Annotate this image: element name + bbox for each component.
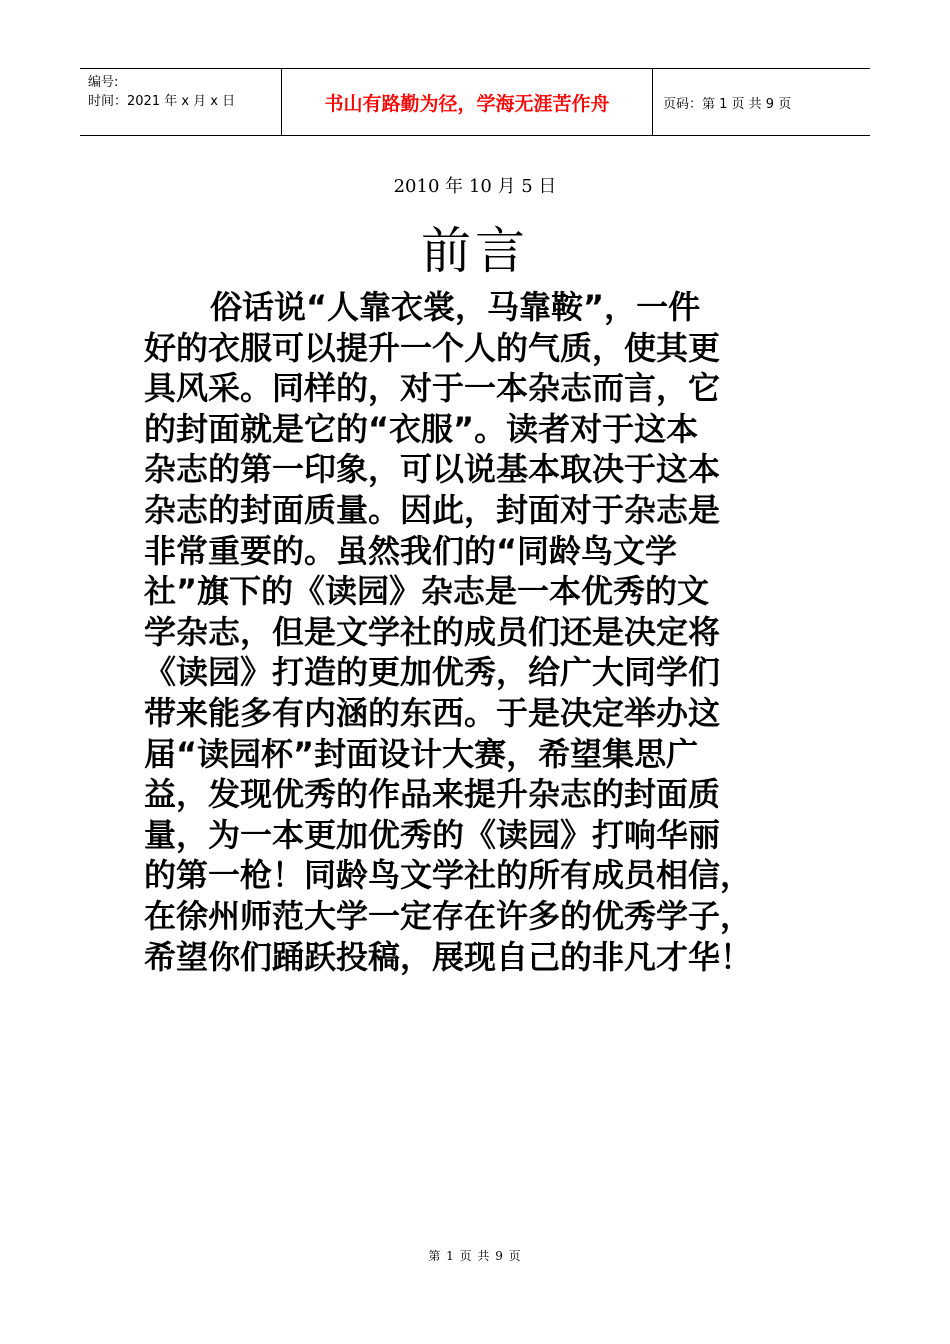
- body-line: 的封面就是它的“衣服”。读者对于这本: [144, 409, 699, 448]
- body-line: 学杂志，但是文学社的成员们还是决定将: [144, 612, 721, 651]
- document-header: [80, 68, 870, 136]
- body-line: 杂志的第一印象，可以说基本取决于这本: [144, 450, 721, 489]
- body-line: 好的衣服可以提升一个人的气质，使其更: [144, 328, 721, 367]
- document-body: [144, 287, 810, 977]
- document-time-label: 时间：2021 年 x 月 x 日: [88, 94, 236, 109]
- header-meta: [80, 69, 281, 135]
- body-line: 俗话说“人靠衣裳，马靠鞍”，一件: [210, 288, 701, 326]
- body-line: 带来能多有内涵的东西。于是决定举办这: [144, 693, 721, 732]
- page-footer: 第 1 页 共 9 页: [428, 1249, 522, 1263]
- header-page-info: 页码：第 1 页 共 9 页: [663, 96, 792, 112]
- document-date: 2010 年 10 月 5 日: [393, 176, 557, 197]
- body-line: 社”旗下的《读园》杂志是一本优秀的文: [144, 572, 710, 611]
- body-line: 的第一枪！同龄鸟文学社的所有成员相信，: [144, 856, 753, 895]
- body-line: 益，发现优秀的作品来提升杂志的封面质: [144, 775, 721, 814]
- header-motto: 书山有路勤为径，学海无涯苦作舟: [281, 69, 653, 135]
- body-line: 量，为一本更加优秀的《读园》打响华丽: [144, 815, 721, 854]
- body-line: 杂志的封面质量。因此，封面对于杂志是: [144, 490, 721, 529]
- document-title: 前言: [421, 222, 529, 280]
- body-line: 具风采。同样的，对于一本杂志而言，它: [144, 369, 721, 408]
- body-line: 《读园》打造的更加优秀，给广大同学们: [144, 653, 721, 692]
- document-number-label: 编号:: [88, 75, 119, 90]
- body-line: 非常重要的。虽然我们的“同龄鸟文学: [144, 531, 678, 570]
- body-line: 在徐州师范大学一定存在许多的优秀学子，: [144, 896, 753, 935]
- body-line: 届“读园杯”封面设计大赛，希望集思广: [144, 734, 699, 773]
- body-line: 希望你们踊跃投稿，展现自己的非凡才华！: [144, 937, 753, 976]
